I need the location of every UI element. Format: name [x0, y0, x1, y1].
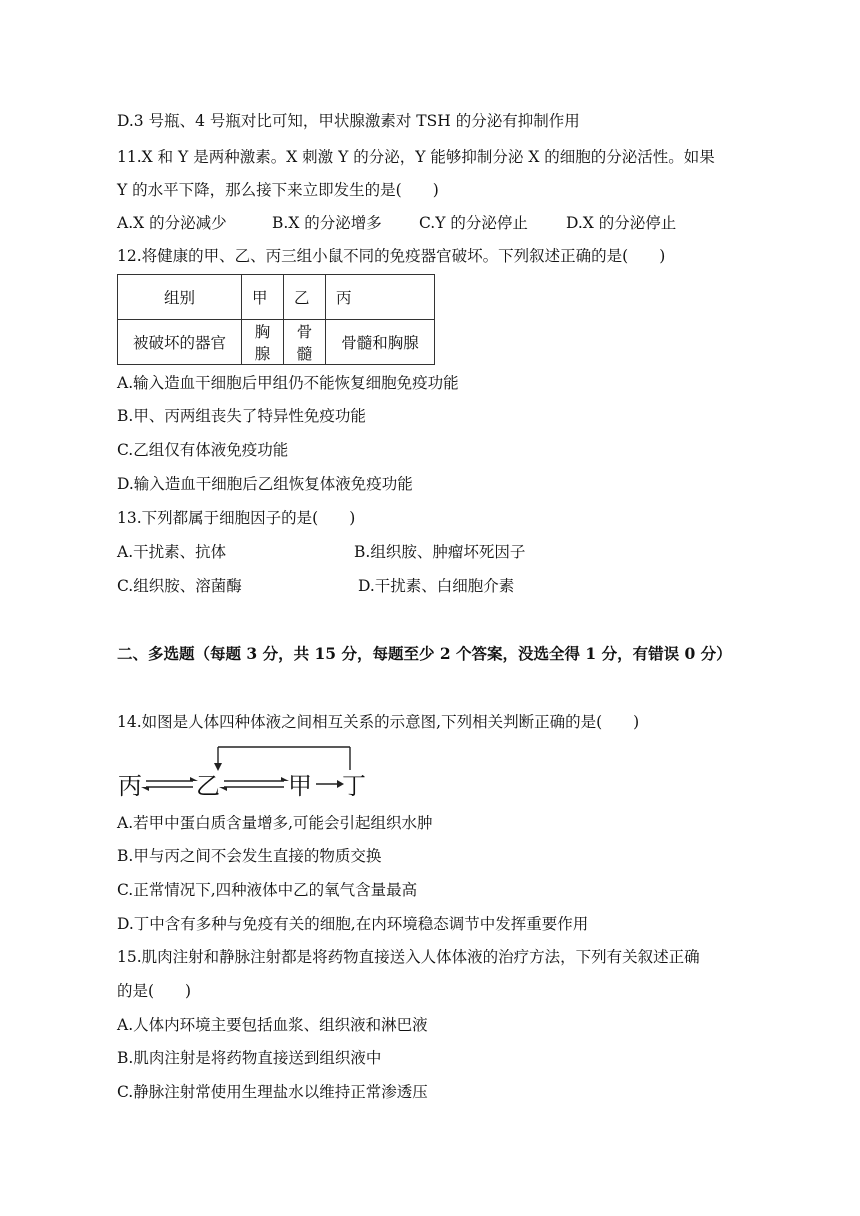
table-cell: 胸腺: [242, 320, 284, 365]
node-yi: 乙: [196, 772, 220, 800]
question-15-option-b: B.肌肉注射是将药物直接送到组织液中: [117, 1049, 382, 1067]
table-row: [118, 275, 435, 320]
question-13-stem: 13.下列都属于细胞因子的是( ): [117, 509, 356, 527]
question-13-option-a: A.干扰素、抗体: [117, 543, 227, 561]
table-header-cell: 甲: [242, 275, 284, 320]
question-15-option-c: C.静脉注射常使用生理盐水以维持正常渗透压: [117, 1083, 428, 1101]
node-ding: 丁: [342, 772, 366, 800]
line-d3: D.3 号瓶、4 号瓶对比可知，甲状腺激素对 TSH 的分泌有抑制作用: [117, 112, 580, 130]
question-14-option-a: A.若甲中蛋白质含量增多,可能会引起组织水肿: [117, 814, 433, 832]
question-13-option-c: C.组织胺、溶菌酶: [117, 577, 242, 595]
question-13-option-d: D.干扰素、白细胞介素: [358, 577, 515, 595]
question-11-stem-2: Y 的水平下降，那么接下来立即发生的是( ): [117, 181, 439, 199]
arrow-head: [219, 787, 227, 791]
question-14-stem: 14.如图是人体四种体液之间相互关系的示意图,下列相关判断正确的是( ): [117, 713, 640, 731]
question-12-option-a: A.输入造血干细胞后甲组仍不能恢复细胞免疫功能: [117, 374, 459, 392]
table-cell: 骨髓: [284, 320, 326, 365]
node-bing: 丙: [118, 772, 142, 800]
question-11-option-c: C.Y 的分泌停止: [419, 214, 528, 232]
table-header-cell: 丙: [326, 275, 435, 320]
question-11-option-a: A.X 的分泌减少: [117, 214, 227, 232]
arrow-head: [214, 763, 222, 771]
section-2-heading: 二、多选题（每题 3 分，共 15 分，每题至少 2 个答案，没选全得 1 分，有错误 0 分）: [117, 644, 732, 663]
question-11-option-b: B.X 的分泌增多: [272, 214, 382, 232]
question-15-stem-2: 的是( ): [117, 982, 192, 1000]
body-fluid-diagram: [118, 742, 378, 802]
question-12-option-b: B.甲、丙两组丧失了特异性免疫功能: [117, 407, 366, 425]
table-cell: 被破坏的器官: [118, 320, 242, 365]
table-row: [118, 320, 435, 365]
question-12-option-d: D.输入造血干细胞后乙组恢复体液免疫功能: [117, 475, 413, 493]
table-cell: 骨髓和胸腺: [326, 320, 435, 365]
arrow-head: [141, 787, 149, 791]
organ-table: [117, 274, 435, 365]
question-14-option-c: C.正常情况下,四种液体中乙的氧气含量最高: [117, 881, 418, 899]
table-header-cell: 乙: [284, 275, 326, 320]
question-14-option-b: B.甲与丙之间不会发生直接的物质交换: [117, 847, 382, 865]
question-15-option-a: A.人体内环境主要包括血浆、组织液和淋巴液: [117, 1016, 428, 1034]
table-header-cell: 组别: [118, 275, 242, 320]
question-12-option-c: C.乙组仅有体液免疫功能: [117, 441, 289, 459]
question-11-stem-1: 11.X 和 Y 是两种激素。X 刺激 Y 的分泌，Y 能够抑制分泌 X 的细胞的分泌活性。如果: [117, 148, 715, 166]
question-12-stem: 12.将健康的甲、乙、丙三组小鼠不同的免疫器官破坏。下列叙述正确的是( ): [117, 247, 666, 265]
node-jia: 甲: [288, 772, 312, 800]
question-15-stem-1: 15.肌肉注射和静脉注射都是将药物直接送入人体体液的治疗方法，下列有关叙述正确: [117, 948, 700, 966]
question-11-option-d: D.X 的分泌停止: [566, 214, 677, 232]
question-13-option-b: B.组织胺、肿瘤坏死因子: [354, 543, 526, 561]
question-14-option-d: D.丁中含有多种与免疫有关的细胞,在内环境稳态调节中发挥重要作用: [117, 915, 589, 933]
